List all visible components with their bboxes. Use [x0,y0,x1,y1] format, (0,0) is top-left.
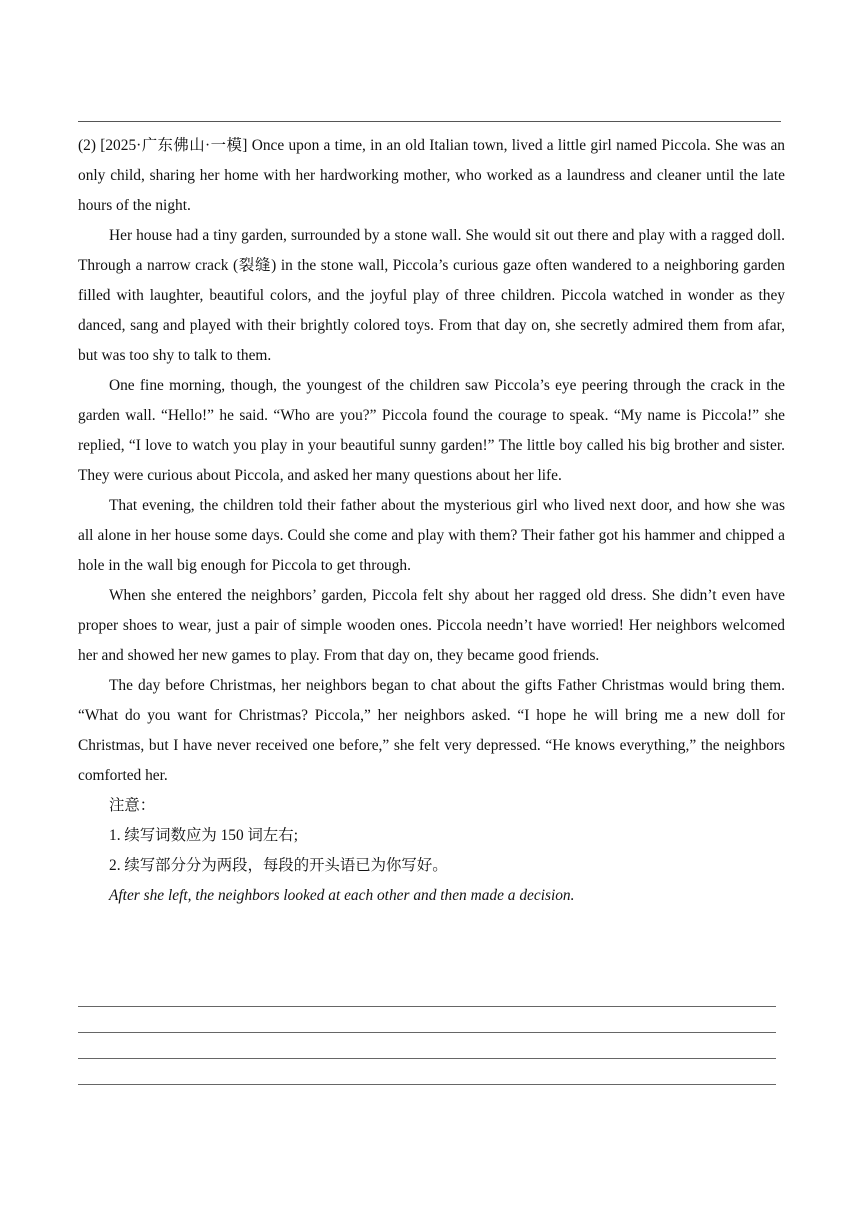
paragraph-text: Once upon a time, in an old Italian town, lived a little girl named Piccola. She was an only child, sharing her home with her hardworking mother, who worked as a laundress and cleaner until the late hours of the night. [78,137,785,214]
answer-line [78,1084,776,1085]
answer-line [78,1032,776,1033]
question-source-tag: (2) [2025·广东佛山·一模] [78,137,248,154]
continuation-opening-sentence: After she left, the neighbors looked at each other and then made a decision. [109,887,575,904]
answer-line [78,1006,776,1007]
passage-paragraph-3: One fine morning, though, the youngest of the children saw Piccola’s eye peering through the crack in the garden wall. “Hello!” he said. “Who are you?” Piccola found the courage to speak. “My name is Piccola!” she replied, “I love to watch you play in your beautiful sunny garden!” The little boy called his big brother and sister. They were curious about Piccola, and asked her many questions about her life. [78,377,785,484]
top-divider [78,121,781,122]
answer-line [78,1058,776,1059]
passage-paragraph-6: The day before Christmas, her neighbors began to chat about the gifts Father Christmas would bring them. “What do you want for Christmas? Piccola,” her neighbors asked. “I hope he will bring me a new doll for Christmas, but I have never received one before,” she felt very depressed. “He knows everything,” the neighbors comforted her. [78,677,785,784]
passage-paragraph-1 [78,131,785,221]
notes-heading: 注意： [109,797,156,814]
answer-writing-area[interactable] [78,1006,776,1110]
note-item-1: 1. 续写词数应为 150 词左右; [109,827,298,844]
passage-paragraph-5: When she entered the neighbors’ garden, Piccola felt shy about her ragged old dress. She didn’t even have proper shoes to wear, just a pair of simple wooden ones. Piccola needn’t have worried! Her neighbors welcomed her and showed her new games to play. From that day on, they became good friends. [78,587,785,664]
note-item-2: 2. 续写部分分为两段，每段的开头语已为你写好。 [109,857,448,874]
passage-paragraph-4: That evening, the children told their father about the mysterious girl who lived next door, and how she was all alone in her house some days. Could she come and play with them? Their father got his hammer and chipped a hole in the wall big enough for Piccola to get through. [78,497,785,574]
reading-passage [78,131,785,911]
passage-paragraph-2: Her house had a tiny garden, surrounded by a stone wall. She would sit out there and play with a ragged doll. Through a narrow crack (裂缝) in the stone wall, Piccola’s curious gaze often wandered to a neighboring garden filled with laughter, beautiful colors, and the joyful play of three children. Piccola watched in wonder as they danced, sang and played with their brightly colored toys. From that day on, she secretly admired them from afar, but was too shy to talk to them. [78,227,785,364]
